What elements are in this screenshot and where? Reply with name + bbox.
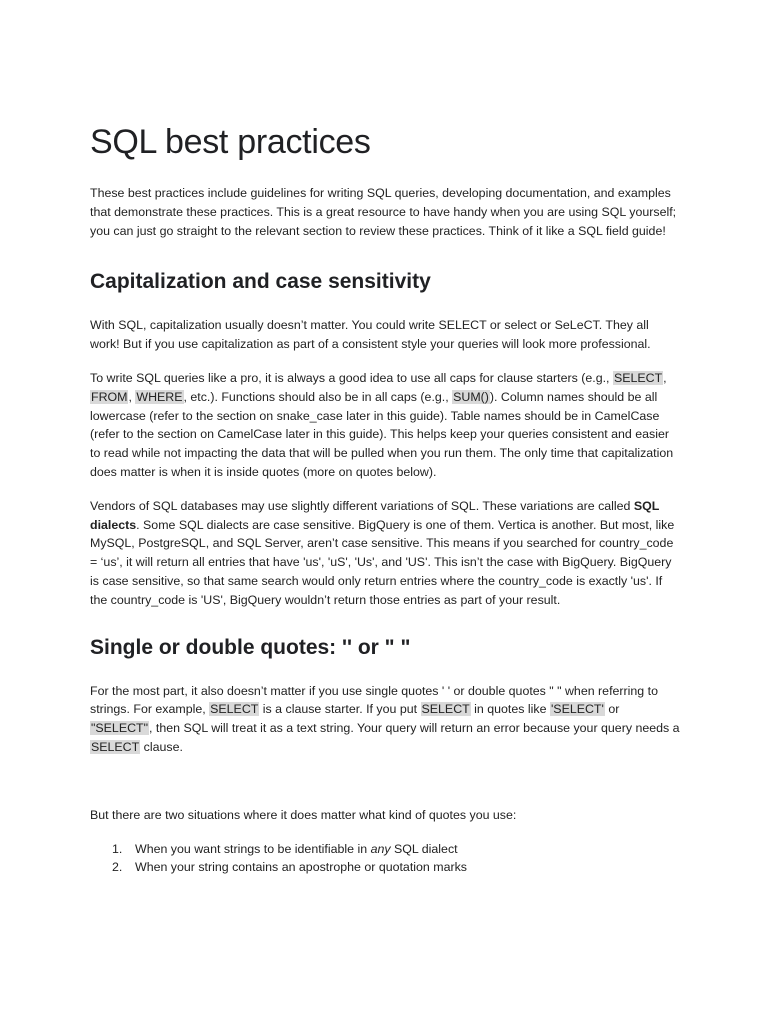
text-run: . Some SQL dialects are case sensitive. BigQuery is one of them. Vertica is another. But most, like MySQL, PostgreSQL, and SQL Server, aren’t case sensitive. This means if you searched for country_code = ‘us’, it will return all entries that have 'us', 'uS', 'Us', and 'US'. This isn’t the case with BigQuery. BigQuery is case sensitive, so that same search would only return entries where the country_code is exactly 'us'. If the country_code is 'US', BigQuery wouldn’t return those entries as part of your result. [90,517,675,607]
numbered-list [90,840,680,878]
text-run: clause. [140,739,183,754]
capitalization-paragraph-1: With SQL, capitalization usually doesn’t matter. You could write SELECT or select or SeLeCT. They all work! But if you use capitalization as part of a consistent style your queries will look more professional. [90,318,651,352]
text-run: For the most part, it also doesn’t matter if you use single quotes ' ' or double quotes " " when referring to strings. For example, [90,683,658,717]
list-number: 1. [112,841,123,856]
code-where: WHERE [136,389,183,404]
text-run: , [128,389,136,404]
quotes-paragraph-1 [90,682,680,757]
section-heading-capitalization: Capitalization and case sensitivity [90,270,431,294]
code-select: SELECT [91,739,140,754]
text-run: in quotes like [470,702,550,717]
text-run: When your string contains an apostrophe or quotation marks [135,860,467,875]
text-run: ). Column names should be all lowercase (refer to the section on snake_case later in this guide). Table names should be in CamelCase (refer to the section on CamelCase later in this guide). This helps keep your queries consistent and easier to read while not impacting the data that will be pulled when you run them. The only time that capitalization does matter is when it is inside quotes (more on quotes below). [90,389,674,479]
document-content [90,118,680,877]
text-run: When you want strings to be identifiable in [135,841,371,856]
emphasis-any: any [370,841,391,856]
quotes-paragraph-2: But there are two situations where it does matter what kind of quotes you use: [90,807,517,822]
code-select: SELECT [421,702,470,717]
code-select: SELECT [613,370,663,385]
list-item [90,840,680,859]
text-run: , then SQL will treat it as a text string. Your query will return an error because your query needs a [149,721,680,736]
code-sum: SUM() [453,389,489,404]
capitalization-paragraph-2 [90,369,680,482]
text-run: Vendors of SQL databases may use slightly different variations of SQL. These variations are called [90,498,634,513]
list-number: 2. [112,860,123,875]
capitalization-paragraph-3 [90,497,680,610]
section-heading-quotes: Single or double quotes: '' or " " [90,635,411,659]
code-select-double-quoted: "SELECT" [91,721,148,736]
code-select-single-quoted: 'SELECT' [550,702,604,717]
text-run: , etc.). Functions should also be in all caps (e.g., [183,389,453,404]
intro-paragraph: These best practices include guidelines for writing SQL queries, developing documentation, and examples that demonstrate these practices. This is a great resource to have handy when you are using SQL yourself; you can just go straight to the relevant section to review these practices. Think of it like a SQL field guide! [90,186,677,238]
code-from: FROM [91,389,128,404]
text-run: To write SQL queries like a pro, it is always a good idea to use all caps for clause starters (e.g., [90,370,613,385]
text-run: , [663,370,667,385]
text-run: is a clause starter. If you put [259,702,421,717]
text-run: SQL dialect [390,841,458,856]
code-select: SELECT [210,702,259,717]
list-item [90,858,680,877]
text-run: or [604,702,620,717]
bold-term-sql-dialects: SQL dialects [90,498,660,532]
page-title: SQL best practices [90,123,371,161]
